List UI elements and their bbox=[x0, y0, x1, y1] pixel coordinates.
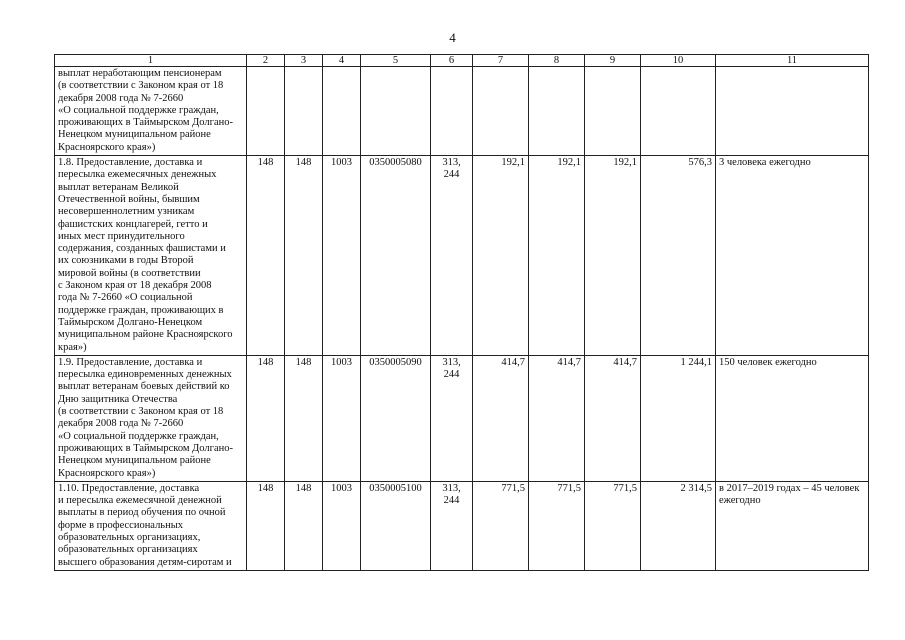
cell-col-7: 414,7 bbox=[473, 355, 529, 481]
cell-col-9 bbox=[585, 67, 641, 156]
cell-col-3: 148 bbox=[285, 481, 323, 570]
cell-col-8 bbox=[529, 67, 585, 156]
measure-name-cell: 1.9. Предоставление, доставка и пересылка единовременных денежных выплат ветеранам боевых действий ко Дню защитника Отечества (в соответствии с Законом края от 18 декабря 2008 года № 7-2660 «О социальной поддержке граждан, проживающих в Таймырском Долгано- Ненецком муниципальном районе Красноярского края») bbox=[55, 355, 247, 481]
cell-col-6: 313, 244 bbox=[431, 481, 473, 570]
cell-col-2: 148 bbox=[247, 355, 285, 481]
column-header: 6 bbox=[431, 55, 473, 67]
cell-col-3: 148 bbox=[285, 156, 323, 356]
cell-col-4: 1003 bbox=[323, 355, 361, 481]
table-row bbox=[55, 481, 869, 570]
column-header: 3 bbox=[285, 55, 323, 67]
table-row bbox=[55, 355, 869, 481]
cell-col-10: 1 244,1 bbox=[641, 355, 716, 481]
cell-col-9: 414,7 bbox=[585, 355, 641, 481]
column-header: 8 bbox=[529, 55, 585, 67]
cell-col-3: 148 bbox=[285, 355, 323, 481]
column-header: 11 bbox=[716, 55, 869, 67]
column-header: 5 bbox=[361, 55, 431, 67]
column-header: 10 bbox=[641, 55, 716, 67]
column-header: 4 bbox=[323, 55, 361, 67]
budget-table bbox=[54, 54, 869, 571]
cell-col-10: 576,3 bbox=[641, 156, 716, 356]
cell-col-11: 150 человек ежегодно bbox=[716, 355, 869, 481]
cell-col-8: 192,1 bbox=[529, 156, 585, 356]
column-header: 2 bbox=[247, 55, 285, 67]
page-number: 4 bbox=[449, 30, 456, 45]
cell-col-6: 313, 244 bbox=[431, 355, 473, 481]
cell-col-7: 771,5 bbox=[473, 481, 529, 570]
cell-col-11: в 2017–2019 годах – 45 человек ежегодно bbox=[716, 481, 869, 570]
table-row bbox=[55, 156, 869, 356]
cell-col-10: 2 314,5 bbox=[641, 481, 716, 570]
cell-col-5: 0350005100 bbox=[361, 481, 431, 570]
cell-col-2 bbox=[247, 67, 285, 156]
cell-col-9: 771,5 bbox=[585, 481, 641, 570]
cell-col-6: 313, 244 bbox=[431, 156, 473, 356]
cell-col-11: 3 человека ежегодно bbox=[716, 156, 869, 356]
cell-col-10 bbox=[641, 67, 716, 156]
table-row bbox=[55, 67, 869, 156]
cell-col-5 bbox=[361, 67, 431, 156]
cell-col-2: 148 bbox=[247, 481, 285, 570]
cell-col-8: 414,7 bbox=[529, 355, 585, 481]
cell-col-7: 192,1 bbox=[473, 156, 529, 356]
measure-name-cell: 1.8. Предоставление, доставка и пересылка ежемесячных денежных выплат ветеранам Великой Отечественной войны, бывшим несовершеннолетним узникам фашистских концлагерей, гетто и иных мест принудительного содержания, созданных фашистами и их союзниками в годы Второй мировой войны (в соответствии с Законом края от 18 декабря 2008 года № 7-2660 «О социальной поддержке граждан, проживающих в Таймырском Долгано-Ненецком муниципальном районе Красноярского края») bbox=[55, 156, 247, 356]
cell-col-9: 192,1 bbox=[585, 156, 641, 356]
column-header: 7 bbox=[473, 55, 529, 67]
cell-col-4 bbox=[323, 67, 361, 156]
measure-name-cell: выплат неработающим пенсионерам (в соответствии с Законом края от 18 декабря 2008 года № 7-2660 «О социальной поддержке граждан, проживающих в Таймырском Долгано- Ненецком муниципальном районе Красноярского края») bbox=[55, 67, 247, 156]
column-header: 1 bbox=[55, 55, 247, 67]
cell-col-7 bbox=[473, 67, 529, 156]
cell-col-4: 1003 bbox=[323, 481, 361, 570]
column-header: 9 bbox=[585, 55, 641, 67]
cell-col-5: 0350005090 bbox=[361, 355, 431, 481]
cell-col-4: 1003 bbox=[323, 156, 361, 356]
cell-col-2: 148 bbox=[247, 156, 285, 356]
cell-col-6 bbox=[431, 67, 473, 156]
column-number-row bbox=[55, 55, 869, 67]
cell-col-5: 0350005080 bbox=[361, 156, 431, 356]
cell-col-8: 771,5 bbox=[529, 481, 585, 570]
cell-col-3 bbox=[285, 67, 323, 156]
cell-col-11 bbox=[716, 67, 869, 156]
measure-name-cell: 1.10. Предоставление, доставка и пересылка ежемесячной денежной выплаты в период обучения по очной форме в профессиональных образовательных организациях, образовательных организациях высшего образования детям-сиротам и bbox=[55, 481, 247, 570]
